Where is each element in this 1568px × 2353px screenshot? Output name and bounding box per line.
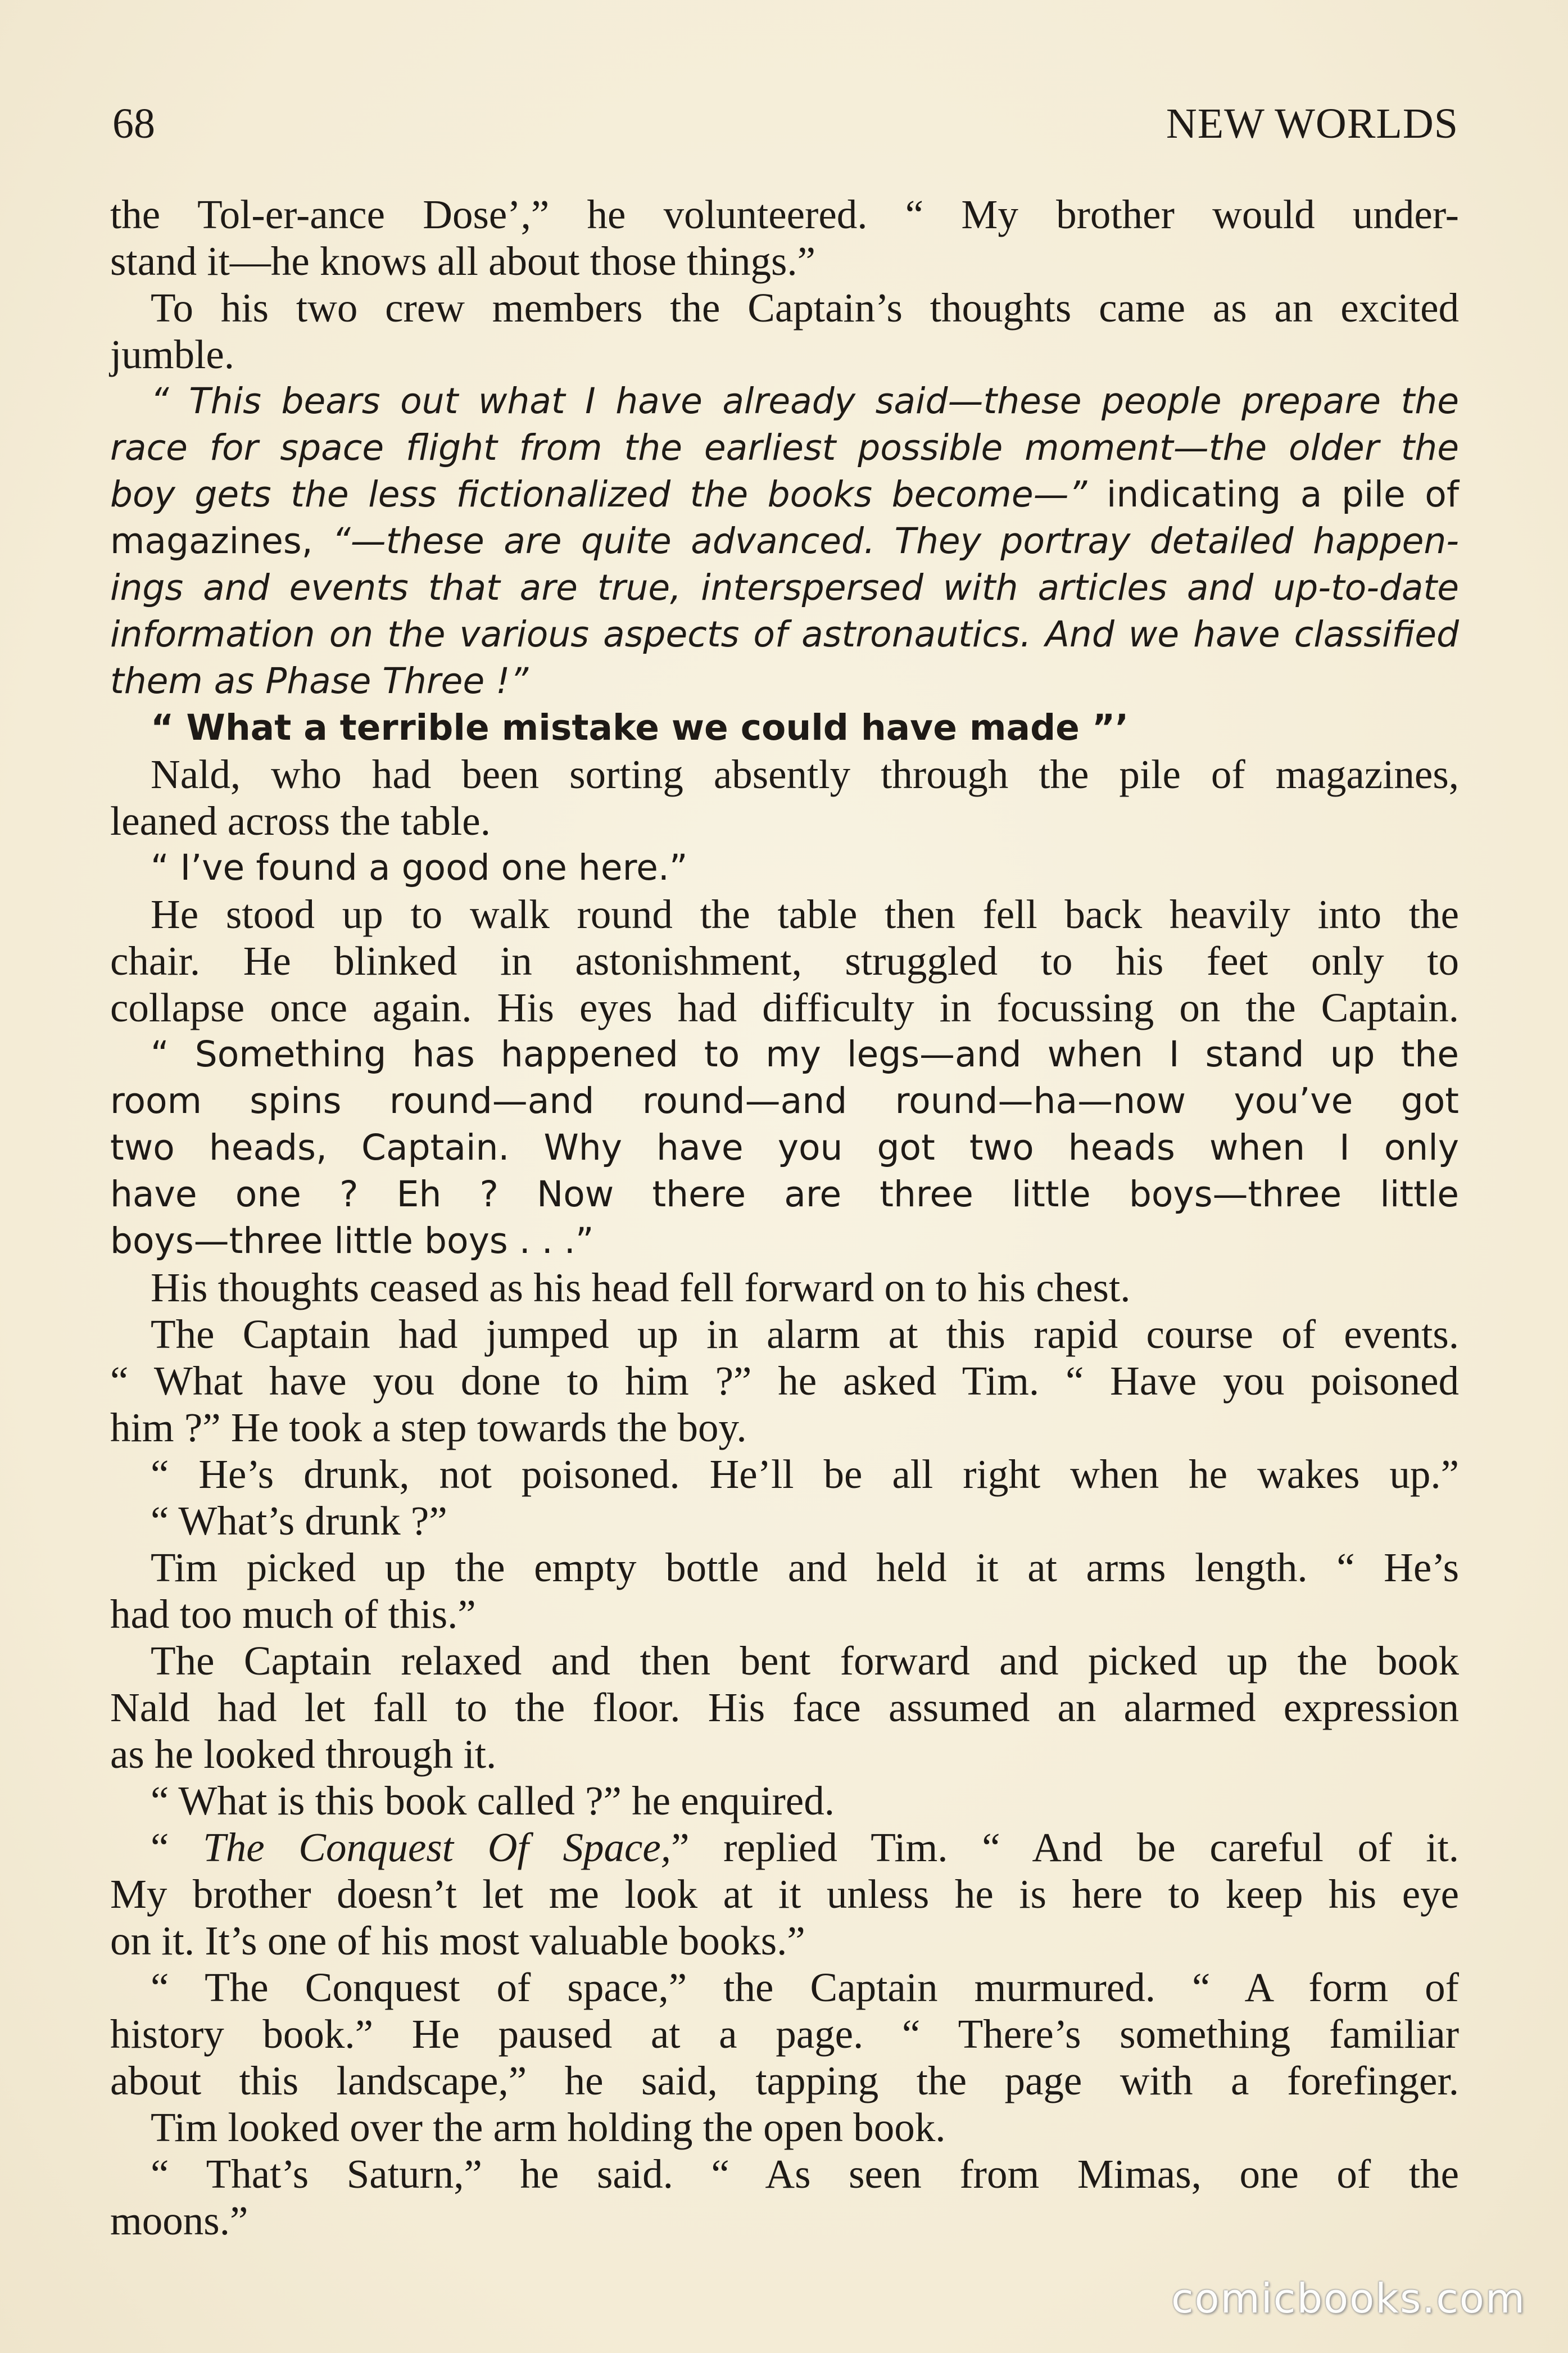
- text-line: Nald had let fall to the floor. His face assumed an alarmed expression: [110, 1685, 1459, 1730]
- text-line: [110, 518, 1459, 564]
- text-line: My brother doesn’t let me look at it unless he is here to keep his eye: [110, 1871, 1459, 1917]
- running-head: NEW WORLDS: [1166, 100, 1458, 147]
- text-line: “ He’s drunk, not poisoned. He’ll be all right when he wakes up.”: [151, 1451, 1459, 1497]
- text-line: The Captain had jumped up in alarm at this rapid course of events.: [151, 1311, 1459, 1357]
- text-line: Nald, who had been sorting absently through the pile of magazines,: [151, 752, 1459, 797]
- text-line: room spins round—and round—and round—ha—now you’ve got: [110, 1080, 1459, 1121]
- text-line: “ I’ve found a good one here.”: [151, 847, 688, 888]
- italic-segment: “—these are quite advanced. They portray detailed happen-: [332, 521, 1459, 562]
- text-line: “ What’s drunk ?”: [151, 1498, 447, 1544]
- text-line: Tim looked over the arm holding the open book.: [151, 2105, 946, 2150]
- text-line: “ Something has happened to my legs—and when I stand up the: [151, 1034, 1459, 1075]
- text-line: about this landscape,” he said, tapping the page with a forefinger.: [110, 2058, 1459, 2103]
- text-line: collapse once again. His eyes had difficulty in focussing on the Captain.: [110, 985, 1459, 1030]
- text-line: had too much of this.”: [110, 1591, 476, 1637]
- roman-segment: indicating a pile of: [1087, 474, 1459, 515]
- text-line: “ What have you done to him ?” he asked Tim. “ Have you poisoned: [110, 1358, 1459, 1404]
- text-line: [110, 471, 1459, 518]
- text-line: ings and events that are true, interspersed with articles and up-to-date: [110, 567, 1459, 608]
- text-line: the Tol-er-ance Dose’,” he volunteered. “ My brother would under-: [110, 192, 1459, 237]
- book-title: The Conquest Of Space,: [203, 1825, 672, 1870]
- page-number: 68: [112, 100, 155, 147]
- watermark: comicbooks.com: [1171, 2275, 1526, 2322]
- open-quote: “: [151, 1825, 203, 1870]
- text-line: chair. He blinked in astonishment, struggled to his feet only to: [110, 938, 1459, 984]
- text-line: information on the various aspects of astronautics. And we have classified: [110, 614, 1459, 655]
- story-text: [110, 191, 1459, 2244]
- text-line: jumble.: [110, 332, 234, 377]
- text-line: To his two crew members the Captain’s thoughts came as an excited: [151, 285, 1459, 331]
- italic-segment: boy gets the less fictionalized the books become—”: [110, 474, 1087, 515]
- text-line: “ The Conquest of space,” the Captain murmured. “ A form of: [151, 1965, 1459, 2010]
- text-line: “ This bears out what I have already said—these people prepare the: [151, 381, 1459, 422]
- text-line: His thoughts ceased as his head fell forward on to his chest.: [151, 1265, 1131, 1310]
- roman-segment: ” replied Tim. “ And be careful of it.: [671, 1825, 1459, 1870]
- text-line: on it. It’s one of his most valuable books.”: [110, 1918, 805, 1963]
- text-line: leaned across the table.: [110, 798, 491, 844]
- text-line: Tim picked up the empty bottle and held it at arms length. “ He’s: [151, 1545, 1459, 1590]
- text-line: as he looked through it.: [110, 1731, 497, 1777]
- text-line: “ What is this book called ?” he enquired.: [151, 1778, 835, 1823]
- text-line: them as Phase Three !”: [110, 660, 529, 702]
- text-line: have one ? Eh ? Now there are three little boys—three little: [110, 1174, 1459, 1215]
- text-line: him ?” He took a step towards the boy.: [110, 1405, 747, 1450]
- text-line: “ That’s Saturn,” he said. “ As seen from Mimas, one of the: [151, 2151, 1459, 2197]
- text-line: history book.” He paused at a page. “ There’s something familiar: [110, 2011, 1459, 2057]
- text-line: He stood up to walk round the table then fell back heavily into the: [151, 892, 1459, 937]
- text-line: boys—three little boys . . .”: [110, 1220, 594, 1261]
- text-line: [110, 1824, 1459, 1871]
- text-line: The Captain relaxed and then bent forward and picked up the book: [151, 1638, 1459, 1684]
- text-line: two heads, Captain. Why have you got two heads when I only: [110, 1127, 1459, 1168]
- page-header: [112, 96, 1458, 152]
- text-line: race for space flight from the earliest possible moment—the older the: [110, 427, 1459, 468]
- text-line: “ What a terrible mistake we could have made ”’: [151, 707, 1129, 748]
- roman-segment: magazines,: [110, 521, 333, 562]
- text-line: moons.”: [110, 2198, 248, 2243]
- text-line: stand it—he knows all about those things.”: [110, 238, 816, 284]
